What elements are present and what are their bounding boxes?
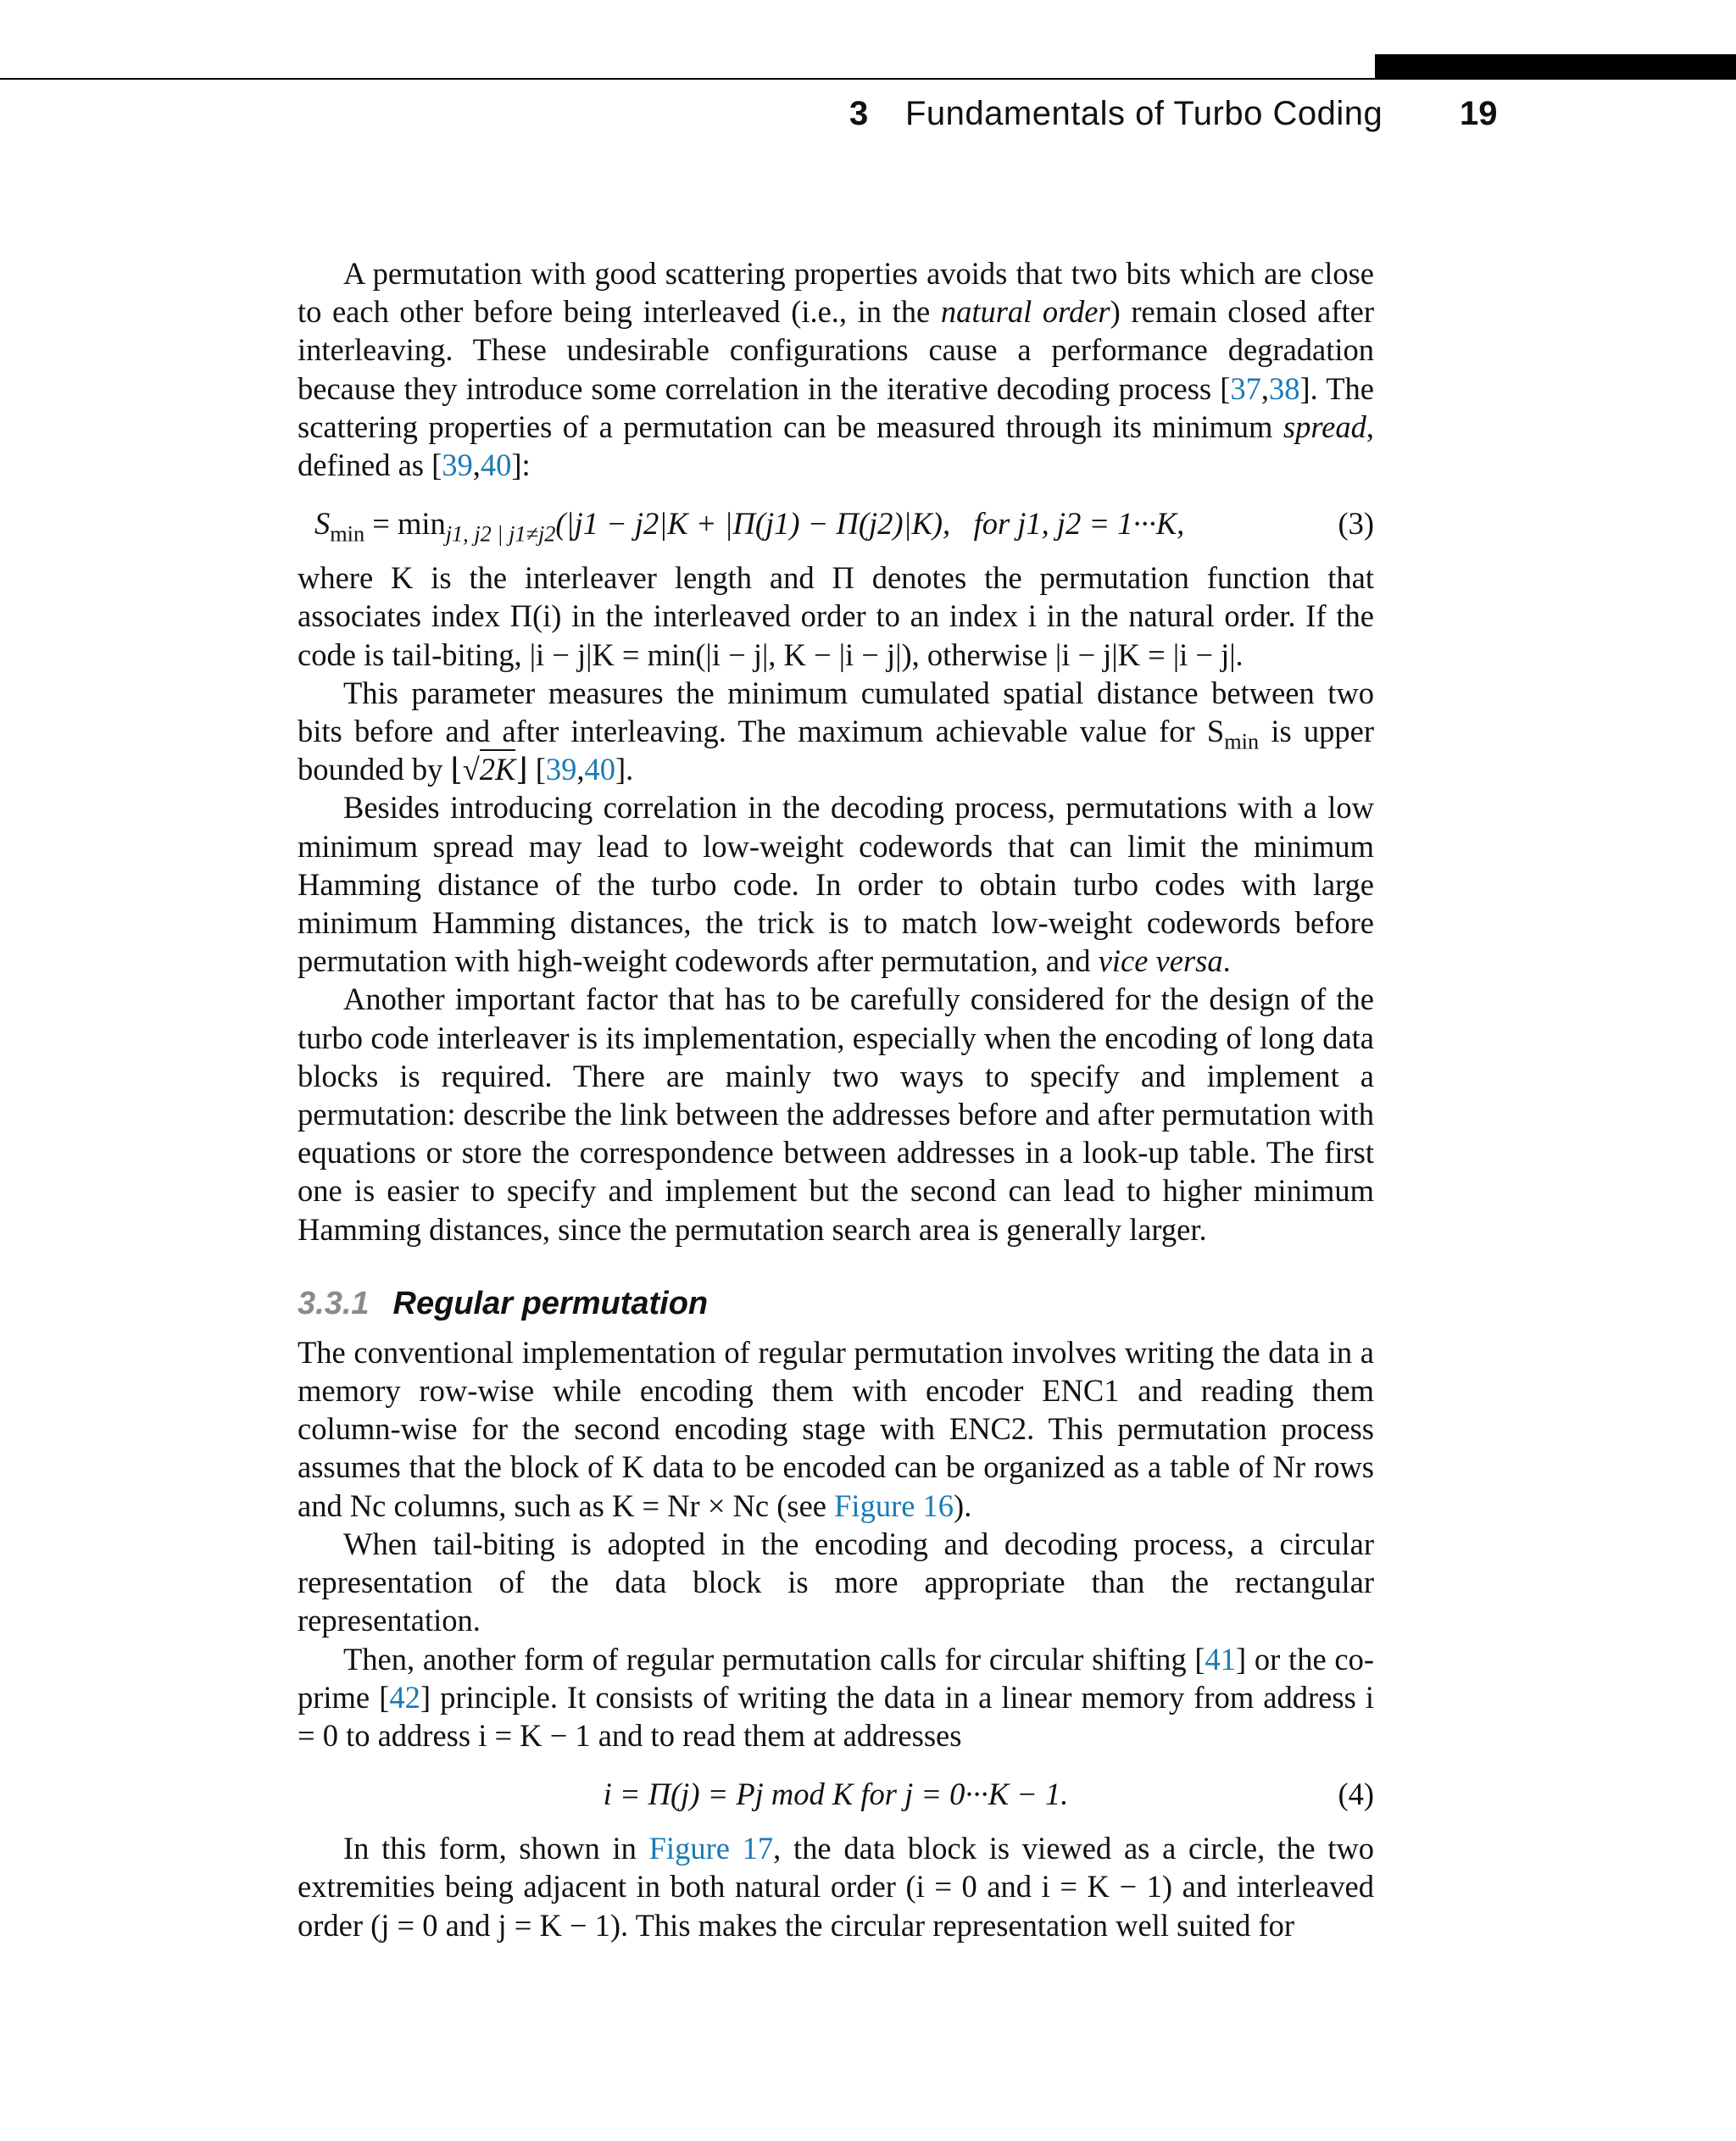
figure-link[interactable]: Figure 17 xyxy=(648,1831,774,1866)
chapter-number: 3 xyxy=(849,95,869,132)
equation-4: i = Π(j) = Pj mod K for j = 0···K − 1. (4) xyxy=(298,1766,1374,1822)
equation-number: (3) xyxy=(1338,506,1374,542)
paragraph-6: The conventional implementation of regular permutation involves writing the data in a memory row-wise while encoding them with encoder ENC1 and reading them column-wise for the second encoding stage with ENC2. This permutation process assumes that the block of K data to be encoded can be organized as a table of Nr rows and Nc columns, such as K = Nr × Nc (see Figure 16). xyxy=(298,1334,1374,1523)
citation-link[interactable]: 38 xyxy=(1269,370,1300,406)
paragraph-4: Besides introducing correlation in the decoding process, permutations with a low minimum spread may lead to low-weight codewords that can limit the minimum Hamming distance of the turbo code. In order to obtain turbo codes with large minimum Hamming distances, the trick is to match low-weight codewords before permutation with high-weight codewords after permutation, and vice versa. xyxy=(298,790,1374,979)
paragraph-8: Then, another form of regular permutation calls for circular shifting [41] or the co-prime [42] principle. It consists of writing the data in a linear memory from address i = 0 to address i = K − 1 and to read them at addresses xyxy=(298,1641,1374,1753)
equation-number: (4) xyxy=(1338,1777,1374,1812)
equation-3: $S_{min} = \min_{j1, j2 | j1\ne j2}(|j1 - j2|K + |\Pi(j1) - \Pi(j2)|K)$, for j1, j2 = 1···K, (3) xyxy=(298,496,1374,552)
paragraph-9: In this form, shown in Figure 17, the data block is viewed as a circle, the two extremities being adjacent in both natural order (i = 0 and i = K − 1) and interleaved order (j = 0 and j = K − 1). This makes the circular representation well suited for xyxy=(298,1831,1375,1943)
citation-link[interactable]: 42 xyxy=(389,1679,420,1715)
citation-link[interactable]: 37 xyxy=(1230,370,1261,406)
citation-link[interactable]: 41 xyxy=(1205,1641,1237,1677)
citation-link[interactable]: 40 xyxy=(584,752,615,787)
citation-link[interactable]: 40 xyxy=(480,448,512,483)
paragraph-7: When tail-biting is adopted in the encoding and decoding process, a circular representation of the data block is more appropriate than the rectangular representation. xyxy=(298,1526,1374,1638)
paragraph-5: Another important factor that has to be carefully considered for the design of the turbo code interleaver is its implementation, especially when the encoding of long data blocks is required. There are mainly two ways to specify and implement a permutation: describe the link between the addresses before and after permutation with equations or store the correspondence between addresses in a look-up table. The first one is easier to specify and implement but the second can lead to higher minimum Hamming distances, since the permutation search area is generally larger. xyxy=(298,982,1374,1247)
page-body xyxy=(298,254,1374,1944)
citation-link[interactable]: 39 xyxy=(545,752,577,787)
section-heading xyxy=(298,1282,1374,1325)
chapter-title: Fundamentals of Turbo Coding xyxy=(905,95,1383,132)
citation-link[interactable]: 39 xyxy=(442,448,473,483)
paragraph-3: This parameter measures the minimum cumulated spatial distance between two bits before and after interleaving. The maximum achievable value for $S_{min}$ is upper bounded by ⌊√2K⌋ [39,40]. xyxy=(298,675,1374,787)
paragraph-2: where K is the interleaver length and Π denotes the permutation function that associates index Π(i) in the interleaved order to an index i in the natural order. If the code is tail-biting, |i − j|K = min(|i − j|, K − |i − j|), otherwise |i − j|K = |i − j|. xyxy=(298,560,1374,672)
section-number: 3.3.1 xyxy=(298,1285,370,1321)
page-number: 19 xyxy=(1460,95,1498,132)
paragraph-1: A permutation with good scattering properties avoids that two bits which are close to each other before being interleaved (i.e., in the natural order) remain closed after interleaving. These undesirable configurations cause a performance degradation because they introduce some correlation in the iterative decoding process [37,38]. The scattering properties of a permutation can be measured through its minimum spread, defined as [39,40]: xyxy=(298,256,1374,483)
figure-link[interactable]: Figure 16 xyxy=(834,1488,954,1523)
header-bar xyxy=(1375,54,1736,80)
section-title: Regular permutation xyxy=(392,1285,709,1321)
running-header xyxy=(0,92,1736,142)
